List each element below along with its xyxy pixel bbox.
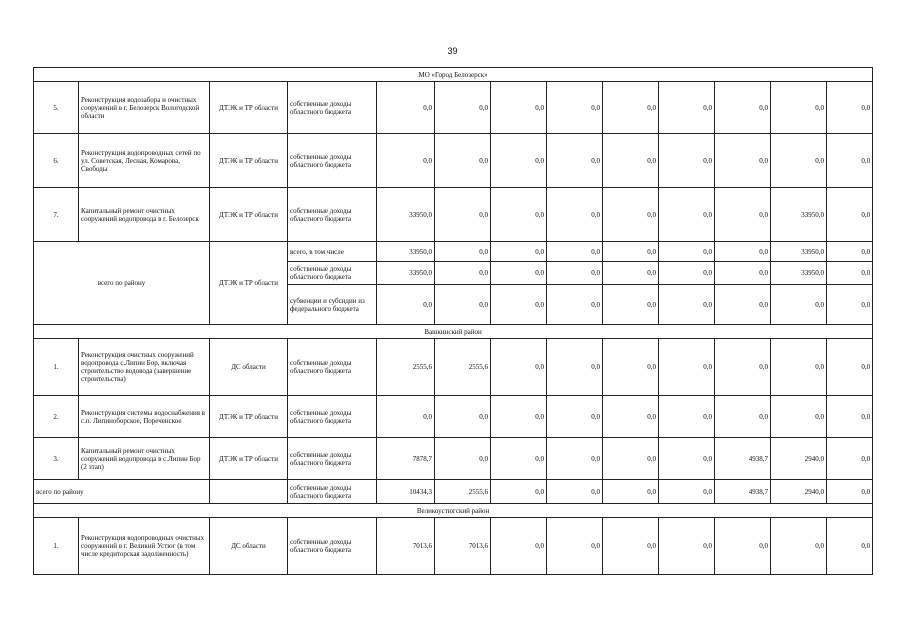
value-cell: 0,0 <box>771 134 827 188</box>
value-cell: 0,0 <box>603 134 659 188</box>
value-cell: 0,0 <box>715 518 771 575</box>
value-cell: 0,0 <box>827 262 873 285</box>
value-cell: 0,0 <box>659 242 715 262</box>
row-number: 6. <box>34 134 79 188</box>
value-cell: 0,0 <box>659 438 715 480</box>
value-cell: 0,0 <box>603 438 659 480</box>
value-cell: 0,0 <box>827 396 873 438</box>
value-cell: 0,0 <box>715 339 771 396</box>
value-cell: 0,0 <box>435 242 491 262</box>
total-executor: ДТЭК и ТР области <box>210 242 288 325</box>
value-cell: 33950,0 <box>771 242 827 262</box>
value-cell: 0,0 <box>377 134 435 188</box>
value-cell: 0,0 <box>659 262 715 285</box>
value-cell: 33950,0 <box>377 262 435 285</box>
value-cell: 0,0 <box>715 134 771 188</box>
table-row <box>34 518 873 575</box>
value-cell: 0,0 <box>377 82 435 134</box>
value-cell: 0,0 <box>547 396 603 438</box>
value-cell: 2940,0 <box>771 480 827 504</box>
total-executor <box>210 480 288 504</box>
value-cell: 0,0 <box>435 438 491 480</box>
object-description: Реконструкция водопроводных очистных сооружений в г. Великий Устюг (в том числе кредиторская задолженность) <box>79 518 210 575</box>
total-label: всего по району <box>34 242 210 325</box>
value-cell: 2940,0 <box>771 438 827 480</box>
value-cell: 0,0 <box>715 396 771 438</box>
value-cell: 7013,6 <box>377 518 435 575</box>
value-cell: 0,0 <box>715 242 771 262</box>
value-cell: 0,0 <box>827 518 873 575</box>
object-description: Реконструкция системы водоснабжения в с.п. Липиноборское, Пореченское <box>79 396 210 438</box>
table-row <box>34 188 873 242</box>
section-title: МО «Город Белозерск» <box>34 68 873 82</box>
value-cell: 0,0 <box>827 82 873 134</box>
value-cell: 0,0 <box>491 396 547 438</box>
executor: ДС области <box>210 518 288 575</box>
value-cell: 0,0 <box>491 285 547 325</box>
value-cell: 0,0 <box>435 285 491 325</box>
table-row <box>34 134 873 188</box>
value-cell: 0,0 <box>827 339 873 396</box>
row-number: 5. <box>34 82 79 134</box>
value-cell: 0,0 <box>491 339 547 396</box>
value-cell: 0,0 <box>659 518 715 575</box>
value-cell: 4938,7 <box>715 480 771 504</box>
value-cell: 0,0 <box>547 339 603 396</box>
value-cell: 0,0 <box>771 285 827 325</box>
value-cell: 0,0 <box>547 438 603 480</box>
object-description: Реконструкция водопроводных сетей по ул. Советская, Лесная, Комарова, Свободы <box>79 134 210 188</box>
section-title: Великоустюгский район <box>34 504 873 518</box>
value-cell: 7878,7 <box>377 438 435 480</box>
value-cell: 7013,6 <box>435 518 491 575</box>
value-cell: 0,0 <box>603 82 659 134</box>
value-cell: 0,0 <box>603 518 659 575</box>
value-cell: 0,0 <box>827 480 873 504</box>
table-row <box>34 396 873 438</box>
row-number: 1. <box>34 518 79 575</box>
value-cell: 0,0 <box>659 285 715 325</box>
row-number: 2. <box>34 396 79 438</box>
funding-source: собственные доходы областного бюджета <box>288 188 377 242</box>
row-number: 1. <box>34 339 79 396</box>
total-row <box>34 480 873 504</box>
value-cell: 0,0 <box>491 480 547 504</box>
value-cell: 0,0 <box>603 262 659 285</box>
value-cell: 0,0 <box>603 285 659 325</box>
value-cell: 4938,7 <box>715 438 771 480</box>
total-row <box>34 242 873 262</box>
executor: ДТЭК и ТР области <box>210 82 288 134</box>
value-cell: 0,0 <box>547 480 603 504</box>
funding-source: всего, в том числе <box>288 242 377 262</box>
value-cell: 0,0 <box>547 262 603 285</box>
object-description: Капитальный ремонт очистных сооружений водопровода в с.Липин Бор (2 этап) <box>79 438 210 480</box>
funding-source: собственные доходы областного бюджета <box>288 82 377 134</box>
value-cell: 0,0 <box>771 339 827 396</box>
value-cell: 0,0 <box>491 438 547 480</box>
object-description: Реконструкция очистных сооружений водопровода с.Липин Бор, включая строительство водовода (завершение строительства) <box>79 339 210 396</box>
value-cell: 33950,0 <box>771 262 827 285</box>
funding-source: собственные доходы областного бюджета <box>288 339 377 396</box>
value-cell: 2555,6 <box>435 480 491 504</box>
value-cell: 33950,0 <box>771 188 827 242</box>
executor: ДТЭК и ТР области <box>210 134 288 188</box>
value-cell: 0,0 <box>771 82 827 134</box>
executor: ДТЭК и ТР области <box>210 188 288 242</box>
value-cell: 33950,0 <box>377 242 435 262</box>
value-cell: 0,0 <box>435 262 491 285</box>
value-cell: 0,0 <box>827 242 873 262</box>
value-cell: 0,0 <box>603 480 659 504</box>
value-cell: 0,0 <box>715 285 771 325</box>
value-cell: 0,0 <box>491 262 547 285</box>
value-cell: 0,0 <box>715 262 771 285</box>
value-cell: 0,0 <box>603 188 659 242</box>
value-cell: 0,0 <box>659 480 715 504</box>
value-cell: 0,0 <box>491 518 547 575</box>
value-cell: 0,0 <box>827 188 873 242</box>
value-cell: 2555,6 <box>435 339 491 396</box>
value-cell: 0,0 <box>491 134 547 188</box>
value-cell: 0,0 <box>547 188 603 242</box>
funding-source: собственные доходы областного бюджета <box>288 262 377 285</box>
value-cell: 0,0 <box>715 188 771 242</box>
value-cell: 0,0 <box>603 339 659 396</box>
table-row <box>34 82 873 134</box>
section-header-row <box>34 504 873 518</box>
budget-table <box>33 67 873 575</box>
funding-source: собственные доходы областного бюджета <box>288 518 377 575</box>
value-cell: 0,0 <box>659 339 715 396</box>
value-cell: 0,0 <box>771 396 827 438</box>
table-row <box>34 339 873 396</box>
value-cell: 0,0 <box>827 438 873 480</box>
value-cell: 0,0 <box>547 518 603 575</box>
total-label: всего по району <box>34 480 210 504</box>
value-cell: 0,0 <box>547 242 603 262</box>
row-number: 3. <box>34 438 79 480</box>
value-cell: 0,0 <box>659 82 715 134</box>
value-cell: 0,0 <box>435 188 491 242</box>
value-cell: 0,0 <box>827 134 873 188</box>
object-description: Реконструкция водозабора и очистных сооружений в г. Белозерск Вологодской области <box>79 82 210 134</box>
funding-source: собственные доходы областного бюджета <box>288 134 377 188</box>
row-number: 7. <box>34 188 79 242</box>
funding-source: собственные доходы областного бюджета <box>288 396 377 438</box>
value-cell: 0,0 <box>547 134 603 188</box>
value-cell: 0,0 <box>659 188 715 242</box>
value-cell: 0,0 <box>547 285 603 325</box>
value-cell: 0,0 <box>435 134 491 188</box>
section-header-row <box>34 68 873 82</box>
value-cell: 0,0 <box>377 285 435 325</box>
value-cell: 2555,6 <box>377 339 435 396</box>
object-description: Капитальный ремонт очистных сооружений водопровода в г. Белозерск <box>79 188 210 242</box>
value-cell: 0,0 <box>659 134 715 188</box>
executor: ДС области <box>210 339 288 396</box>
table-row <box>34 438 873 480</box>
value-cell: 0,0 <box>547 82 603 134</box>
value-cell: 10434,3 <box>377 480 435 504</box>
value-cell: 0,0 <box>491 82 547 134</box>
value-cell: 0,0 <box>491 188 547 242</box>
executor: ДТЭК и ТР области <box>210 438 288 480</box>
funding-source: субвенции и субсидии из федерального бюджета <box>288 285 377 325</box>
value-cell: 0,0 <box>659 396 715 438</box>
value-cell: 0,0 <box>603 396 659 438</box>
value-cell: 33950,0 <box>377 188 435 242</box>
page-number: 39 <box>447 46 458 56</box>
value-cell: 0,0 <box>377 396 435 438</box>
funding-source: собственные доходы областного бюджета <box>288 480 377 504</box>
funding-source: собственные доходы областного бюджета <box>288 438 377 480</box>
value-cell: 0,0 <box>435 396 491 438</box>
value-cell: 0,0 <box>715 82 771 134</box>
value-cell: 0,0 <box>827 285 873 325</box>
value-cell: 0,0 <box>435 82 491 134</box>
value-cell: 0,0 <box>771 518 827 575</box>
value-cell: 0,0 <box>603 242 659 262</box>
section-header-row <box>34 325 873 339</box>
value-cell: 0,0 <box>491 242 547 262</box>
section-title: Вашкинский район <box>34 325 873 339</box>
executor: ДТЭК и ТР области <box>210 396 288 438</box>
